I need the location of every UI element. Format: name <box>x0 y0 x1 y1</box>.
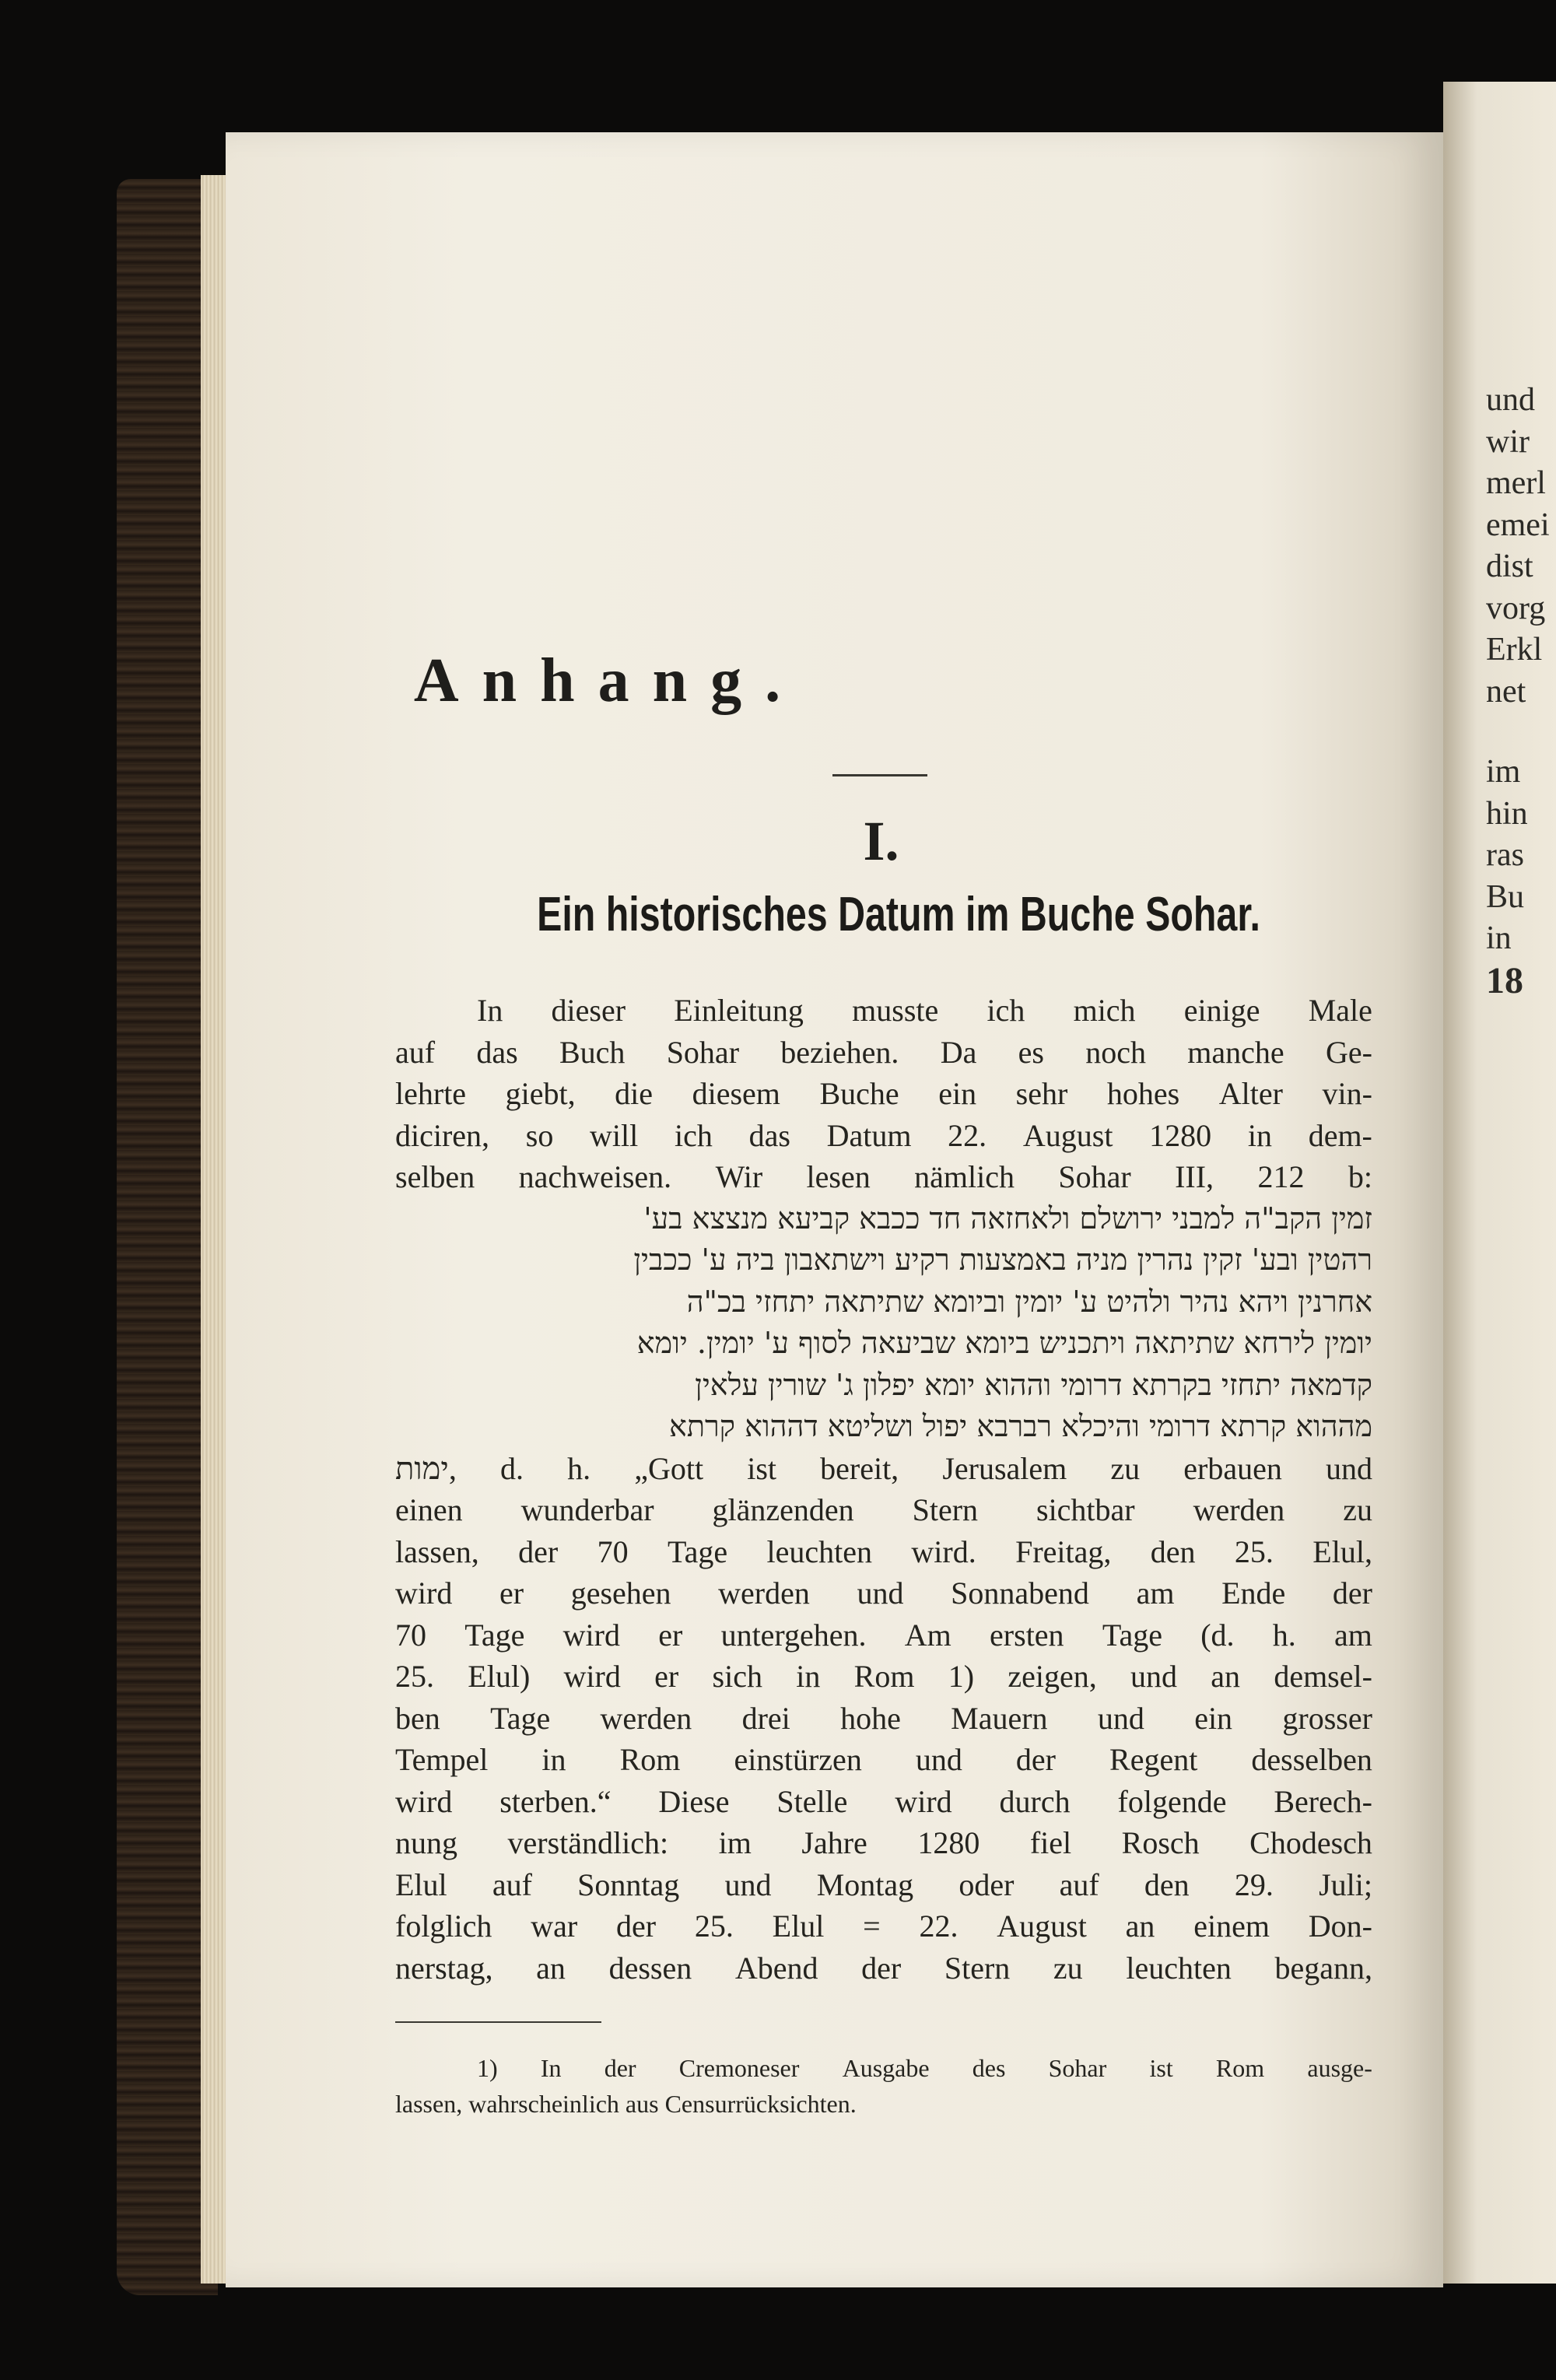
text-line: רהטין ובע' זקין נהרין מניה באמצעות רקיע וישתאבון ביה ע' ככבין <box>633 1243 1372 1277</box>
text-line: Elul auf Sonntag und Montag oder auf den 29. Juli; <box>395 1866 1372 1902</box>
right-page-text <box>1486 380 1556 1001</box>
right-line: ras <box>1486 837 1524 873</box>
footnote-line: 1) In der Cremoneser Ausgabe des Sohar ist Rom ausge- <box>477 2054 1372 2082</box>
right-line: 18 <box>1486 959 1523 1001</box>
right-line: hin <box>1486 795 1528 832</box>
text-line: 70 Tage wird er untergehen. Am ersten Tage (d. h. am <box>395 1617 1372 1653</box>
text-line: diciren, so will ich das Datum 22. August 1280 in dem- <box>395 1117 1372 1153</box>
text-line: folglich war der 25. Elul = 22. August an einem Don- <box>395 1909 1372 1944</box>
right-line: emei <box>1486 506 1550 543</box>
text-line: ben Tage werden drei hohe Mauern und ein grosser <box>395 1700 1372 1736</box>
right-line: vorg <box>1486 590 1546 626</box>
footnote-line: lassen, wahrscheinlich aus Censurrücksichten. <box>395 2090 857 2118</box>
body-paragraph <box>395 990 1372 1989</box>
right-line: net <box>1486 673 1526 710</box>
title-divider <box>832 774 927 776</box>
text-line: wird sterben.“ Diese Stelle wird durch folgende Berech- <box>395 1783 1372 1819</box>
footnote-divider <box>395 2021 601 2023</box>
text-line: lassen, der 70 Tage leuchten wird. Freitag, den 25. Elul, <box>395 1534 1372 1569</box>
text-line: nerstag, an dessen Abend der Stern zu leuchten begann, <box>395 1950 1372 1986</box>
text-line: יומין לירחא שתיתאה ויתכניש ביומא שביעאה לסוף ע' יומין. יומא <box>636 1326 1372 1360</box>
section-number: I. <box>863 810 899 872</box>
text-line: auf das Buch Sohar beziehen. Da es noch manche Ge- <box>395 1034 1372 1070</box>
right-line: merl <box>1486 465 1546 501</box>
text-line: einen wunderbar glänzenden Stern sichtbar werden zu <box>395 1492 1372 1527</box>
right-line: dist <box>1486 549 1533 584</box>
text-line: 25. Elul) wird er sich in Rom 1) zeigen, und an demsel- <box>395 1659 1372 1694</box>
right-line: und <box>1486 382 1535 418</box>
right-line: Erkl <box>1486 632 1543 668</box>
right-line: Bu <box>1486 878 1525 915</box>
right-line: im <box>1486 754 1521 790</box>
text-line: זמין הקב"ה למבני ירושלם ולאחזאה חד ככבא קביעא מנצצא בע' <box>643 1201 1372 1236</box>
footnote <box>395 2050 1372 2122</box>
text-line: אחרנין ויהא נהיר ולהיט ע' יומין וביומא שתיתאה יתחזי בכ"ה <box>686 1284 1372 1319</box>
text-line: wird er gesehen werden und Sonnabend am Ende der <box>395 1576 1372 1611</box>
text-line: קדמאה יתחזי בקרתא דרומי וההוא יומא יפלון ג' שורין עלאין <box>695 1367 1372 1402</box>
right-line: in <box>1486 920 1512 956</box>
text-line: lehrte giebt, die diesem Buche ein sehr hohes Alter vin- <box>395 1076 1372 1111</box>
section-title: Ein historisches Datum im Buche Sohar. <box>537 888 1260 941</box>
text-line: In dieser Einleitung musste ich mich einige Male <box>477 993 1372 1028</box>
page-title: Anhang. <box>413 647 804 715</box>
text-line: nung verständlich: im Jahre 1280 fiel Rosch Chodesch <box>395 1825 1372 1860</box>
text-line: selben nachweisen. Wir lesen nämlich Sohar III, 212 b: <box>395 1159 1372 1194</box>
text-line: מההוא קרתא דרומי והיכלא רברבא יפול ושליטא דההוא קרתא <box>669 1409 1372 1443</box>
text-line: Tempel in Rom einstürzen und der Regent desselben <box>395 1742 1372 1777</box>
text-line: ימות, d. h. „Gott ist bereit, Jerusalem zu erbauen und <box>395 1450 1372 1486</box>
right-line: wir <box>1486 423 1530 460</box>
